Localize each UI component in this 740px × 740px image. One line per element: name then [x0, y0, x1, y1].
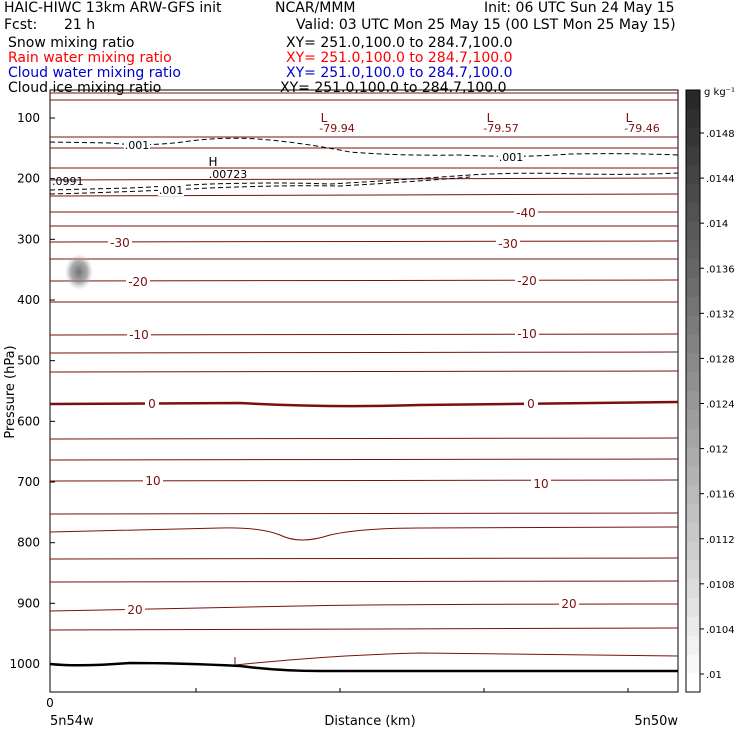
- colorbar-swatch: [686, 598, 700, 617]
- colorbar-label: .0108: [706, 579, 735, 591]
- x-left-label: 5n54w: [50, 714, 94, 729]
- isotherm-line: [50, 371, 678, 372]
- extremum-value: -79.46: [624, 122, 660, 135]
- colorbar-swatch: [686, 353, 700, 372]
- extremum-value: -79.94: [319, 122, 355, 135]
- colorbar-label: .0136: [706, 264, 735, 276]
- isotherm-line: [50, 241, 678, 242]
- x-tick-label: 0: [46, 696, 54, 710]
- dashed-label: .0991: [52, 175, 84, 188]
- isotherm-label: -20: [128, 275, 148, 289]
- colorbar-label: .0112: [706, 534, 735, 546]
- colorbar-label: .01: [706, 670, 722, 681]
- valid-time: Valid: 03 UTC Mon 25 May 15 (00 LST Mon 25 May 15): [296, 17, 676, 33]
- colorbar-swatch: [686, 410, 700, 429]
- x-right-label: 5n50w: [634, 714, 678, 729]
- isotherm-contours: [50, 93, 678, 665]
- isotherm-label: 0: [148, 397, 156, 411]
- colorbar: [686, 90, 735, 693]
- y-tick-label: 500: [17, 353, 40, 368]
- y-tick-label: 600: [17, 414, 40, 429]
- field-xy-snow: XY= 251.0,100.0 to 284.7,100.0: [286, 35, 513, 51]
- isotherm-label: 10: [145, 474, 161, 488]
- colorbar-swatch: [686, 447, 700, 466]
- extremum-symbol: L: [320, 111, 328, 125]
- plot-frame: [50, 90, 678, 692]
- colorbar-swatch: [686, 109, 700, 128]
- field-name-rain: Rain water mixing ratio: [8, 50, 172, 66]
- y-tick-label: 1000: [9, 657, 40, 671]
- dashed-label: .001: [124, 139, 150, 152]
- y-tick-label: 300: [17, 232, 40, 247]
- colorbar-label: .012: [706, 444, 729, 456]
- fcst-value: 21 h: [64, 17, 96, 33]
- colorbar-swatch: [686, 617, 700, 636]
- isotherm-label: 20: [561, 597, 577, 611]
- colorbar-swatch: [686, 654, 700, 673]
- y-tick-label: 100: [17, 111, 40, 125]
- colorbar-swatch: [686, 278, 700, 297]
- colorbar-swatch: [686, 466, 700, 485]
- colorbar-swatch: [686, 485, 700, 504]
- colorbar-swatch: [686, 241, 700, 260]
- colorbar-swatch: [686, 391, 700, 410]
- colorbar-swatch: [686, 560, 700, 579]
- terrain-line: [50, 663, 678, 671]
- colorbar-swatch: [686, 673, 700, 692]
- colorbar-swatch: [686, 542, 700, 561]
- colorbar-swatch: [686, 504, 700, 523]
- colorbar-swatch: [686, 297, 700, 316]
- isotherm-label: -10: [129, 328, 149, 342]
- y-tick-label: 400: [17, 293, 40, 307]
- y-tick-label: 800: [17, 535, 40, 550]
- colorbar-swatch: [686, 636, 700, 655]
- isotherm-label: -40: [516, 206, 536, 220]
- colorbar-label: .0116: [706, 489, 735, 501]
- isotherm-line: [50, 352, 678, 353]
- isotherm-line: [50, 459, 678, 460]
- colorbar-label: .0124: [706, 399, 735, 411]
- field-xy-rain: XY= 251.0,100.0 to 284.7,100.0: [286, 50, 513, 66]
- org-label: NCAR/MMM: [275, 0, 356, 16]
- colorbar-label: .0132: [706, 309, 735, 321]
- isotherm-line: [50, 527, 678, 540]
- y-tick-label: 900: [17, 596, 40, 611]
- colorbar-swatch: [686, 523, 700, 542]
- isotherm-line: [50, 558, 678, 559]
- cloud-ice-blob: [65, 254, 93, 290]
- init-time: Init: 06 UTC Sun 24 May 15: [484, 0, 675, 16]
- colorbar-swatch: [686, 203, 700, 222]
- field-name-snow: Snow mixing ratio: [8, 35, 135, 51]
- x-axis: [196, 688, 628, 692]
- isotherm-line: [50, 581, 678, 582]
- colorbar-swatch: [686, 429, 700, 448]
- field-xy-cloudice: XY= 251.0,100.0 to 284.7,100.0: [280, 80, 507, 96]
- colorbar-label: .0148: [706, 129, 735, 140]
- dashed-label: .001: [498, 151, 524, 164]
- isotherm-line: [50, 178, 678, 180]
- colorbar-swatch: [686, 222, 700, 241]
- extremum-value: .00723: [208, 168, 248, 181]
- colorbar-label: .0144: [706, 174, 735, 186]
- isotherm-line: [50, 628, 678, 630]
- field-name-cloudwater: Cloud water mixing ratio: [8, 65, 181, 81]
- isotherm-line: [50, 438, 678, 439]
- field-xy-cloudwater: XY= 251.0,100.0 to 284.7,100.0: [286, 65, 513, 81]
- dashed-contour: [50, 173, 678, 190]
- isotherm-label: 0: [527, 397, 535, 411]
- isotherm-label: -20: [517, 274, 537, 288]
- chart-title: HAIC-HIWC 13km ARW-GFS init: [4, 0, 222, 16]
- colorbar-swatch: [686, 316, 700, 335]
- y-tick-label: 700: [17, 475, 40, 489]
- isotherm-line: [50, 513, 678, 514]
- colorbar-swatch: [686, 184, 700, 203]
- colorbar-label: .0128: [706, 354, 735, 366]
- colorbar-swatch: [686, 90, 700, 109]
- x-axis-title: Distance (km): [324, 714, 416, 729]
- colorbar-swatch: [686, 259, 700, 278]
- extremum-symbol: L: [625, 111, 633, 125]
- colorbar-label: .0104: [706, 624, 735, 636]
- y-tick-label: 200: [17, 171, 40, 186]
- y-axis-title: Pressure (hPa): [3, 345, 18, 439]
- extremum-value: -79.57: [483, 122, 519, 135]
- dashed-label: .001: [158, 184, 184, 197]
- colorbar-swatch: [686, 372, 700, 391]
- colorbar-swatch: [686, 579, 700, 598]
- colorbar-label: .014: [706, 219, 729, 231]
- colorbar-swatch: [686, 146, 700, 165]
- isotherm-label: 10: [533, 477, 549, 491]
- colorbar-swatch: [686, 335, 700, 354]
- colorbar-swatch: [686, 128, 700, 147]
- field-name-cloudice: Cloud ice mixing ratio: [8, 80, 162, 96]
- isotherm-label: -30: [110, 236, 130, 250]
- extremum-symbol: L: [486, 111, 494, 125]
- colorbar-unit: g kg⁻¹: [704, 87, 735, 98]
- isotherm-line: [50, 194, 678, 196]
- extremum-symbol: H: [208, 155, 218, 169]
- isotherm-line: [235, 653, 678, 665]
- fcst-label: Fcst:: [4, 17, 38, 33]
- isotherm-label: -10: [517, 327, 537, 341]
- colorbar-swatch: [686, 165, 700, 184]
- isotherm-line: [50, 402, 678, 406]
- isotherm-label: -30: [498, 237, 518, 251]
- isotherm-label: 20: [127, 603, 143, 617]
